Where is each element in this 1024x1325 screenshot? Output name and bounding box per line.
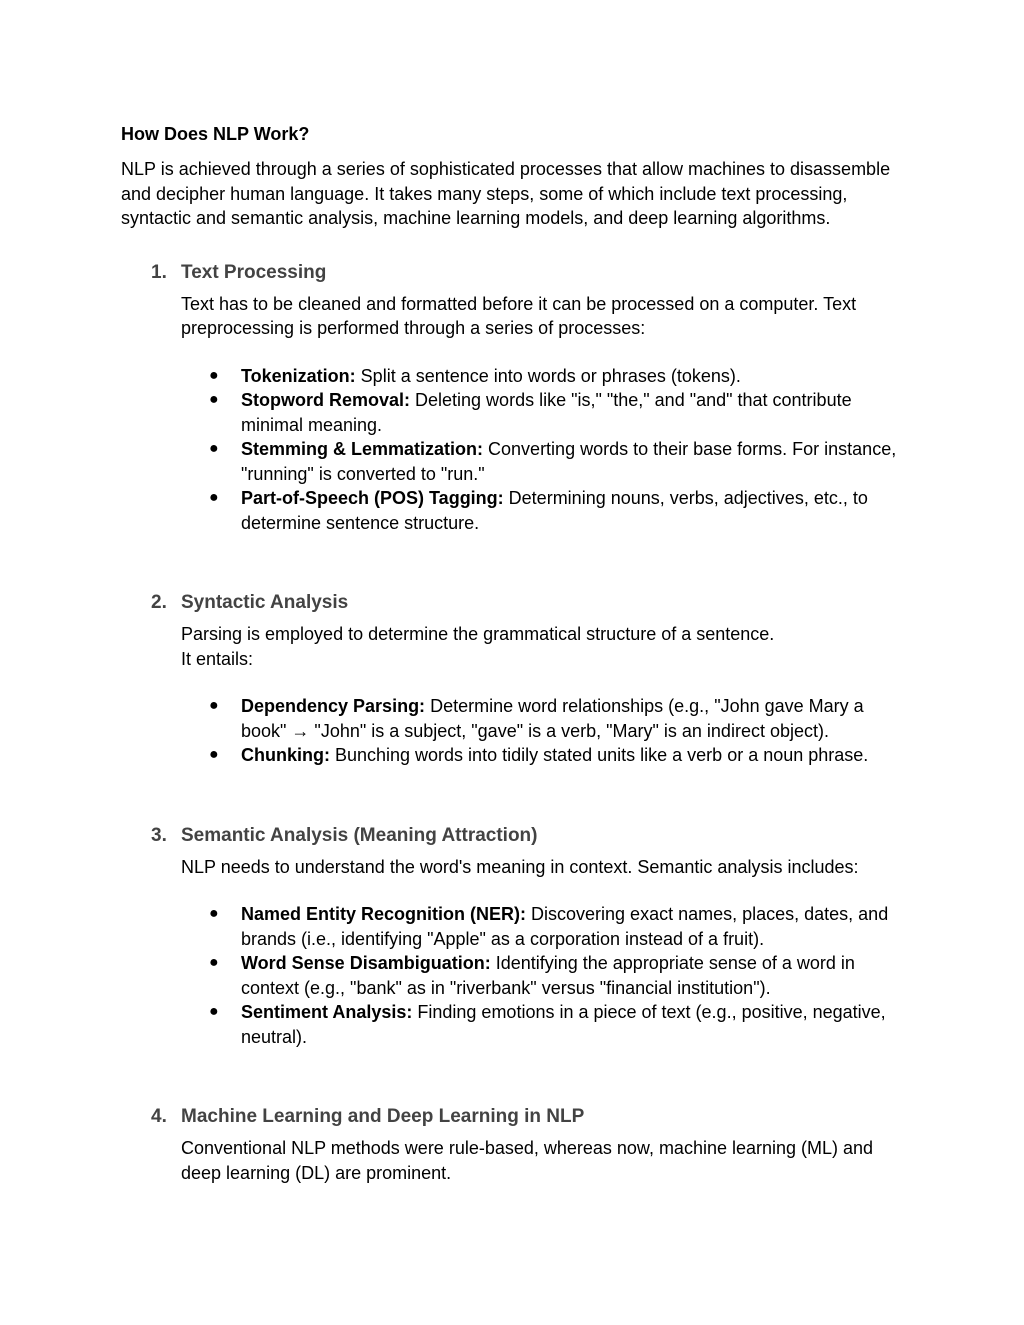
list-item: [181, 364, 904, 389]
section-1: [151, 260, 904, 536]
list-item: [181, 486, 904, 535]
paragraph-line: Text has to be cleaned and formatted before it can be processed on a computer. Text preprocessing is performed through a series of processes:: [181, 293, 857, 338]
list-item: [181, 388, 904, 437]
intro-paragraph: NLP is achieved through a series of sophisticated processes that allow machines to disassemble and decipher human language. It takes many steps, some of which include text processing, syntactic and semantic analysis, machine learning models, and deep learning algorithms.: [121, 159, 891, 228]
paragraph-line: It entails:: [181, 648, 254, 669]
bullet-dot-icon: ●: [209, 697, 219, 714]
section-heading: [151, 590, 904, 616]
paragraph-line: Parsing is employed to determine the grammatical structure of a sentence.: [181, 624, 775, 644]
section-heading-text: Machine Learning and Deep Learning in NLP: [181, 1106, 585, 1127]
section-2: [151, 590, 904, 768]
bullet-term: Part-of-Speech (POS) Tagging:: [241, 488, 504, 508]
section-number: 3.: [151, 824, 167, 846]
bullet-content: [241, 364, 741, 389]
section-number: 1.: [151, 261, 167, 283]
bullet-term: Named Entity Recognition (NER):: [241, 904, 527, 924]
bullet-dot-icon: ●: [209, 746, 219, 763]
bullet-text: Deleting words like "is," "the," and "and" that contribute minimal meaning.: [241, 390, 852, 435]
bullet-list: [181, 902, 904, 1049]
list-item: [181, 743, 904, 768]
list-item: [181, 437, 904, 486]
bullet-list: [181, 364, 904, 536]
bullet-dot-icon: ●: [209, 391, 219, 408]
bullet-dot-icon: ●: [209, 1003, 219, 1020]
section-paragraph: [181, 855, 904, 880]
paragraph-line: Conventional NLP methods were rule-based, whereas now, machine learning (ML) and deep learning (DL) are prominent.: [181, 1138, 874, 1183]
bullet-term: Tokenization:: [241, 365, 356, 386]
bullet-term: Chunking:: [241, 745, 330, 765]
bullet-text: Split a sentence into words or phrases (tokens).: [355, 365, 741, 386]
sections-container: [121, 260, 904, 1186]
section-paragraph: [181, 622, 904, 671]
bullet-content: [241, 437, 904, 486]
section-heading-text: Semantic Analysis (Meaning Attraction): [181, 824, 538, 846]
section-body: [181, 292, 904, 536]
bullet-text: Determining nouns, verbs, adjectives, etc., to determine sentence structure.: [241, 488, 868, 533]
bullet-content: [241, 486, 904, 535]
section-heading: [151, 823, 904, 849]
section-paragraph: [181, 1136, 904, 1185]
bullet-content: [241, 388, 904, 437]
section-number: 2.: [151, 592, 167, 613]
bullet-dot-icon: ●: [209, 440, 219, 457]
bullet-text: Finding emotions in a piece of text (e.g., positive, negative, neutral).: [241, 1002, 886, 1047]
bullet-content: [241, 951, 904, 1000]
page-title: How Does NLP Work?: [121, 124, 310, 144]
bullet-dot-icon: ●: [209, 905, 219, 922]
section-4: [151, 1104, 904, 1185]
bullet-dot-icon: ●: [209, 489, 219, 506]
list-item: [181, 1000, 904, 1049]
section-heading: [151, 1104, 904, 1130]
bullet-dot-icon: ●: [209, 954, 219, 971]
section-paragraph: [181, 292, 904, 341]
list-item: [181, 902, 904, 951]
section-heading-text: Syntactic Analysis: [181, 592, 349, 613]
section-body: [181, 855, 904, 1050]
bullet-dot-icon: ●: [209, 366, 219, 384]
bullet-content: [241, 694, 904, 743]
section-heading: [151, 260, 904, 286]
bullet-term: Word Sense Disambiguation:: [241, 953, 491, 973]
bullet-text: Discovering exact names, places, dates, and brands (i.e., identifying "Apple" as a corporation instead of a fruit).: [241, 904, 889, 949]
bullet-content: [241, 743, 868, 768]
bullet-text: Determine word relationships (e.g., "John gave Mary a book" → "John" is a subject, "gave" is a verb, "Mary" is an indirect object).: [241, 696, 864, 741]
list-item: [181, 951, 904, 1000]
bullet-content: [241, 1000, 904, 1049]
section-number: 4.: [151, 1106, 167, 1127]
bullet-text: Bunching words into tidily stated units like a verb or a noun phrase.: [329, 745, 869, 765]
bullet-text: Converting words to their base forms. For instance, "running" is converted to "run.": [241, 439, 897, 484]
paragraph-line: NLP needs to understand the word's meaning in context. Semantic analysis includes:: [181, 856, 859, 877]
list-item: [181, 694, 904, 743]
section-body: [181, 622, 904, 768]
bullet-content: [241, 902, 904, 951]
bullet-list: [181, 694, 904, 768]
section-3: [151, 823, 904, 1050]
bullet-term: Stemming & Lemmatization:: [241, 439, 484, 459]
section-body: [181, 1136, 904, 1185]
bullet-term: Sentiment Analysis:: [241, 1002, 413, 1022]
bullet-text: Identifying the appropriate sense of a word in context (e.g., "bank" as in "riverbank" versus "financial institution").: [241, 953, 855, 998]
section-heading-text: Text Processing: [181, 261, 327, 283]
bullet-term: Dependency Parsing:: [241, 696, 426, 716]
bullet-term: Stopword Removal:: [241, 390, 411, 410]
